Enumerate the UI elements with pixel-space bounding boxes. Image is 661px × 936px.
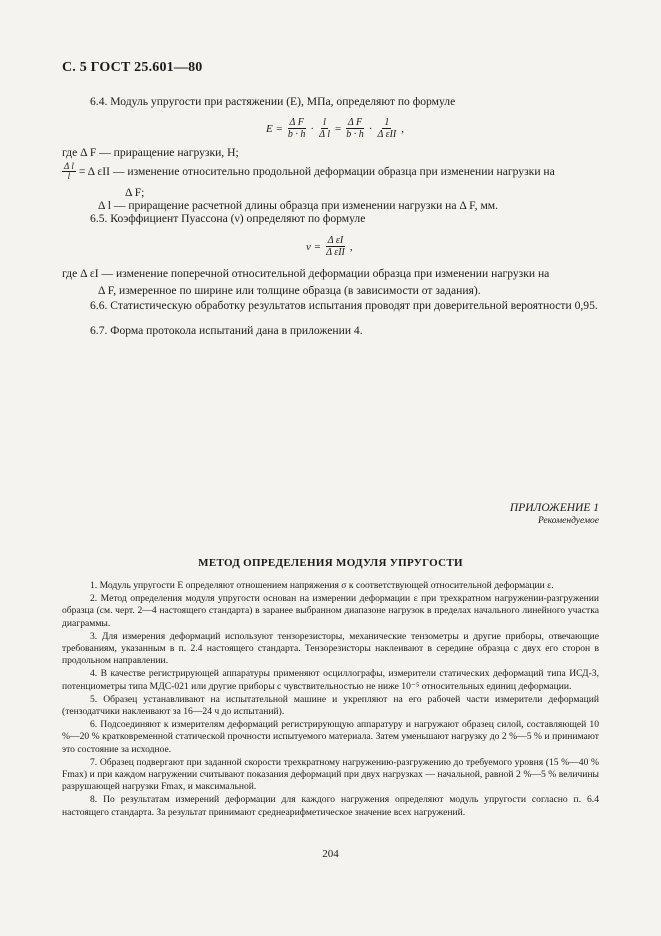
definition-delta-l-cont: Δ F; bbox=[125, 186, 145, 199]
section-title: МЕТОД ОПРЕДЕЛЕНИЯ МОДУЛЯ УПРУГОСТИ bbox=[198, 557, 463, 569]
paragraph-6-6: 6.6. Статистическую обработку результатов испытания проводят при доверительной вероятности 0,95. bbox=[90, 299, 598, 312]
appendix-item: 6. Подсоединяют к измерителям деформаций регистрирующую аппаратуру и нагружают образец силой, составляющей 10 %—20 % кратковременной статической прочности испытуемого материала. Затем уменьшают нагрузку до 2 %—5 % и принимают это состояние за исходное. bbox=[62, 719, 599, 755]
definition-delta-eps-i-cont: Δ F, измеренное по ширине или толщине образца (в зависимости от задания). bbox=[98, 284, 481, 297]
definition-delta-l-ratio: $\frac{\text{Δ l}}{l}$ = Δ εII — изменение относительно продольной деформации образца при изменении нагрузки на bbox=[64, 161, 555, 181]
appendix-item: 7. Образец подвергают при заданной скорости трехкратному нагружению-разгружению до требуемого уровня (15 %—40 % Fmax) и при каждом нагружении считывают показания деформаций при двух нагрузках — начальной, равной 2 %—5 % величины разрушающей нагрузки Fmax, и максимальной. bbox=[62, 756, 599, 793]
appendix-item: 1. Модуль упругости E определяют отношением напряжения σ к соответствующей относительной деформации ε. bbox=[90, 580, 554, 591]
appendix-items bbox=[62, 580, 599, 819]
definition-delta-eps-i: где Δ εI — изменение поперечной относительной деформации образца при изменении нагрузки на bbox=[62, 267, 550, 280]
formula-frac-1: $\frac{\text{Δ F}}{b \cdot h}$ bbox=[287, 117, 306, 140]
formula-poisson: ν = $\frac{\text{Δ εI}}{\text{Δ εII}}$ , bbox=[306, 235, 353, 258]
appendix-title: ПРИЛОЖЕНИЕ 1 bbox=[509, 502, 599, 514]
appendix-item: 2. Метод определения модуля упругости основан на измерении деформации ε при трехкратном нагружении-разгружении образца (см. черт. 2—4 настоящего стандарта) в заранее выбранном диапазоне нагрузок в пределах начального линейного участка диаграммы. bbox=[62, 593, 599, 629]
paragraph-6-7: 6.7. Форма протокола испытаний дана в приложении 4. bbox=[90, 324, 363, 337]
formula-frac-2: $\frac{l}{\text{Δ l}}$ bbox=[319, 117, 331, 140]
appendix-item: 5. Образец устанавливают на испытательной машине и укрепляют на его рабочей части измерители деформаций (тензодатчики наклеивают за 16—24 ч до испытаний). bbox=[62, 693, 599, 718]
definition-delta-f: где Δ F — приращение нагрузки, Н; bbox=[62, 146, 239, 159]
formula-modulus: E = $\frac{\text{Δ F}}{b \cdot h}$ · $\frac{l}{\text{Δ l}}$ = $\frac{\text{Δ F}}{b \cdot h}$ · $\frac{1}{\text{Δ εII}}$ , bbox=[266, 117, 404, 140]
page-header: С. 5 ГОСТ 25.601—80 bbox=[62, 60, 203, 75]
formula-poisson-frac: $\frac{\text{Δ εI}}{\text{Δ εII}}$ bbox=[326, 235, 345, 258]
paragraph-6-5: 6.5. Коэффициент Пуассона (ν) определяют по формуле bbox=[90, 212, 366, 225]
appendix-item: 3. Для измерения деформаций используют тензорезисторы, механические тензометры и другие приборы, отвечающие требованиям, указанным в п. 2.4 настоящего стандарта. Тензорезисторы наклеивают в середине образца с двух его сторон в продольном направлении. bbox=[62, 630, 599, 667]
appendix-label bbox=[510, 502, 599, 528]
formula-frac-4: $\frac{1}{\text{Δ εII}}$ bbox=[377, 117, 397, 140]
paragraph-6-4: 6.4. Модуль упругости при растяжении (E), МПа, определяют по формуле bbox=[90, 95, 456, 108]
appendix-item: 8. По результатам измерений деформации для каждого нагружения определяют модуль упругости согласно п. 6.4 настоящего стандарта. За результат принимают среднеарифметическое значение всех нагружений. bbox=[62, 794, 599, 818]
appendix-item: 4. В качестве регистрирующей аппаратуры применяют осциллографы, измерители статических деформаций типа ИСД-3, потенциометры типа МДС-021 или другие приборы с чувствительностью не ниже 10⁻⁵ относительных единиц деформации. bbox=[62, 668, 599, 692]
formula-lhs: E = bbox=[266, 122, 283, 135]
page-number: 204 bbox=[322, 848, 339, 860]
formula-frac-3: $\frac{\text{Δ F}}{b \cdot h}$ bbox=[346, 117, 364, 140]
appendix-subtitle: Рекомендуемое bbox=[537, 516, 599, 526]
definition-delta-l: Δ l — приращение расчетной длины образца при изменении нагрузки на Δ F, мм. bbox=[98, 199, 499, 212]
ratio-frac: $\frac{\text{Δ l}}{l}$ bbox=[64, 161, 74, 181]
